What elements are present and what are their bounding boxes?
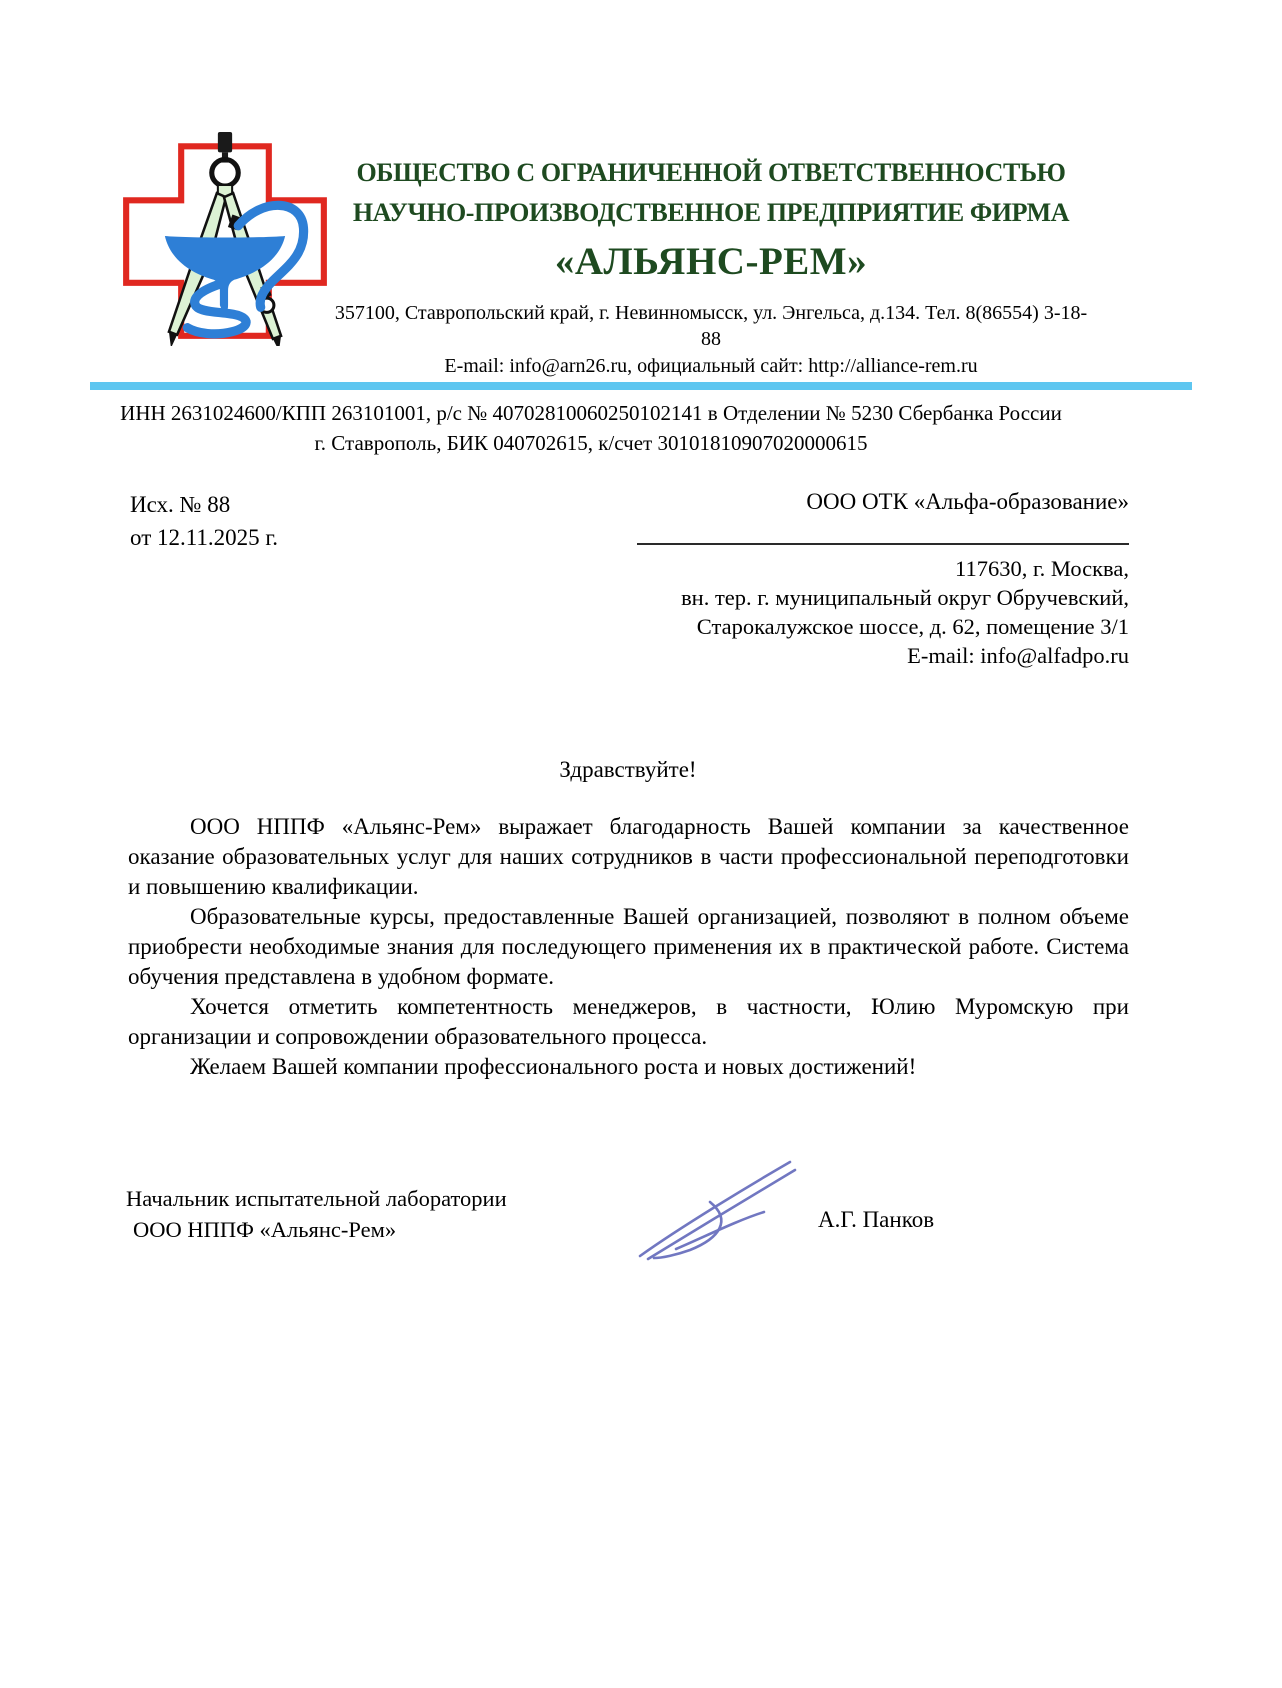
greeting: Здравствуйте!: [559, 757, 697, 782]
bank-details-line2: г. Ставрополь, БИК 040702615, к/счет 30101810907020000615: [314, 431, 868, 455]
signer-name: А.Г. Панков: [818, 1207, 935, 1232]
company-name: «АЛЬЯНС-РЕМ»: [554, 240, 868, 283]
reference-date: от 12.11.2025 г.: [130, 525, 278, 550]
company-contacts: E-mail: info@arn26.ru, официальный сайт: http://alliance-rem.ru: [444, 355, 978, 377]
outgoing-reference: [130, 488, 278, 554]
org-form-line2: НАУЧНО-ПРОИЗВОДСТВЕННОЕ ПРЕДПРИЯТИЕ ФИРМА: [352, 198, 1070, 227]
reference-number: Исх. № 88: [130, 492, 231, 517]
recipient-address-line1: 117630, г. Москва,: [955, 556, 1129, 581]
handwritten-signature-icon: [632, 1150, 828, 1262]
company-logo-icon: [118, 132, 332, 346]
paragraph-2: Образовательные курсы, предоставленные Вашей организацией, позволяют в полном объеме приобрести необходимые знания для последующего применения их в практической работе. Система обучения представлена в удобном формате.: [128, 904, 1129, 989]
paragraph-3: Хочется отметить компетентность менеджеров, в частности, Юлию Муромскую при организации и сопровождении образовательного процесса.: [128, 994, 1129, 1049]
recipient-email: E-mail: info@alfadpo.ru: [907, 643, 1129, 668]
header-divider: [90, 382, 1192, 390]
letter-body: [128, 812, 1129, 1082]
bank-details: [95, 398, 1087, 458]
recipient-block: [637, 488, 1129, 670]
paragraph-4: Желаем Вашей компании профессионального роста и новых достижений!: [190, 1054, 917, 1079]
bank-details-line1: ИНН 2631024600/КПП 263101001, р/с № 40702810060250102141 в Отделении № 5230 Сбербанка России: [120, 401, 1062, 425]
recipient-address-line2: вн. тер. г. муниципальный округ Обручевский,: [681, 585, 1129, 610]
paragraph-1: ООО НППФ «Альянс-Рем» выражает благодарность Вашей компании за качественное оказание образовательных услуг для наших сотрудников в части профессиональной переподготовки и повышению квалификации.: [128, 814, 1129, 899]
recipient-name: ООО ОТК «Альфа-образование»: [806, 489, 1129, 514]
signer-position-line2: ООО НППФ «Альянс-Рем»: [133, 1217, 397, 1242]
org-form-line1: ОБЩЕСТВО С ОГРАНИЧЕННОЙ ОТВЕТСТВЕННОСТЬЮ: [356, 158, 1066, 187]
company-address: 357100, Ставропольский край, г. Невинномысск, ул. Энгельса, д.134. Тел. 8(86554) 3-18-88: [334, 302, 1088, 350]
recipient-address-line3: Старокалужское шоссе, д. 62, помещение 3/1: [696, 614, 1129, 639]
recipient-address: [637, 554, 1129, 670]
recipient-underline: [637, 543, 1129, 545]
signer-position-line1: Начальник испытательной лаборатории: [126, 1186, 507, 1211]
letterhead: [330, 156, 1092, 379]
signer-position: [126, 1183, 507, 1245]
